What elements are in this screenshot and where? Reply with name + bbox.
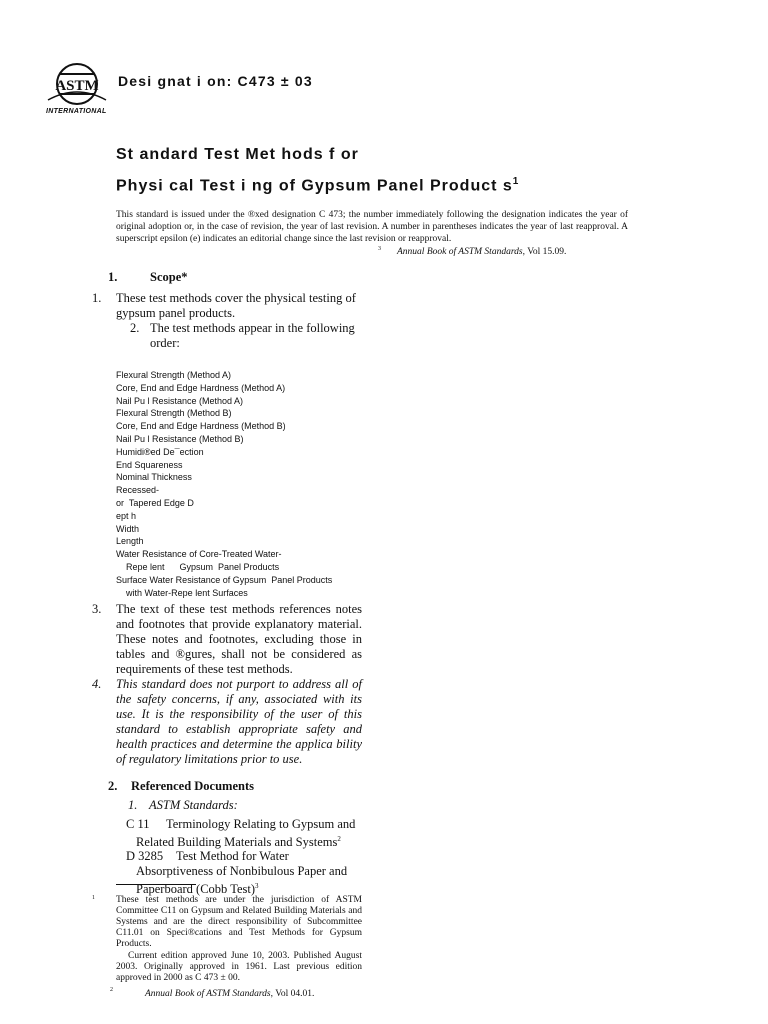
footnote-divider bbox=[116, 884, 196, 885]
method-item: Flexural Strength (Method A) bbox=[116, 370, 232, 380]
methods-list bbox=[116, 369, 332, 599]
method-item: with Water-Repe lent Surfaces bbox=[116, 587, 248, 598]
method-item: Humidi®ed De¯ection bbox=[116, 446, 204, 457]
scope-item-4 bbox=[92, 677, 362, 767]
title-line-2-text: Physi cal Test i ng of Gypsum Panel Product s bbox=[116, 177, 513, 195]
ref-text: Terminology Relating to Gypsum and bbox=[166, 817, 356, 831]
method-item: ept h bbox=[116, 510, 137, 521]
ref-text-3: Paperboard (Cobb Test) bbox=[136, 882, 256, 897]
method-item: Recessed- bbox=[116, 485, 160, 496]
footnote-2 bbox=[145, 989, 314, 1000]
item-number: 3. bbox=[92, 602, 102, 616]
footnote-2-source: Annual Book of ASTM Standards bbox=[145, 989, 271, 999]
ref-code: D 3285 bbox=[126, 849, 164, 863]
method-item: Nominal Thickness bbox=[116, 472, 192, 483]
footnote-source: Annual Book of ASTM Standards bbox=[397, 247, 523, 258]
scope-number: 1. bbox=[108, 270, 118, 284]
refs-heading bbox=[108, 779, 254, 794]
method-item: Nail Pu l Resistance (Method A) bbox=[116, 395, 244, 406]
scope-heading bbox=[108, 270, 188, 285]
footnote-1-number: 1 bbox=[92, 895, 95, 901]
footnote-1: These test methods are under the jurisdiction of ASTM Committee C11 on Gypsum and Related Building Materials and Systems and are the direct responsibility of Subcommittee C11.01 on Speci®cations and Test Methods for Gypsum Products. bbox=[116, 895, 362, 949]
method-item: Repe lent Gypsum Panel Products bbox=[116, 561, 280, 572]
astm-logo bbox=[44, 60, 110, 118]
refs-number: 2. bbox=[108, 779, 118, 793]
item-text: These test methods cover the physical testing of gypsum panel products. bbox=[116, 291, 356, 320]
scope-item-3 bbox=[92, 602, 362, 677]
footnote-rest: , Vol 15.09. bbox=[522, 247, 567, 258]
scope-item-1 bbox=[92, 291, 362, 321]
title-superscript: 1 bbox=[512, 176, 520, 187]
footnote-2-number: 2 bbox=[110, 987, 113, 993]
designation: Desi gnat i on: C473 ± 03 bbox=[118, 73, 313, 89]
logo-caption: INTERNATIONAL bbox=[46, 108, 107, 115]
method-item: or Tapered Edge D bbox=[116, 497, 194, 508]
ref-code: C 11 bbox=[126, 817, 150, 831]
method-item: Nail Pu l Resistance (Method B) bbox=[116, 433, 244, 444]
ref-sup: 3 bbox=[255, 882, 259, 890]
method-item: Water Resistance of Core-Treated Water- bbox=[116, 549, 282, 560]
svg-text:ASTM: ASTM bbox=[55, 78, 99, 94]
method-item: End Squareness bbox=[116, 459, 183, 470]
ref-c11 bbox=[126, 817, 355, 850]
footnote-3-top bbox=[378, 246, 566, 257]
method-item: Flexural Strength (Method B) bbox=[116, 408, 232, 419]
ref-text-2: Absorptiveness of Nonbibulous Paper and bbox=[136, 864, 348, 878]
method-item: Surface Water Resistance of Gypsum Panel Products bbox=[116, 574, 333, 585]
method-item: Core, End and Edge Hardness (Method B) bbox=[116, 421, 286, 432]
item-text: This standard does not purport to address all of the safety concerns, if any, associated with its use. It is the responsibility of the user of this standard to establish appropriate safety and health practices and determine the applica bility of regulatory limitations prior to use. bbox=[116, 677, 362, 766]
scope-item-2 bbox=[130, 321, 362, 351]
footnote-1b: Current edition approved June 10, 2003. Published August 2003. Originally approved in 1961. Last previous edition approved in 2000 as C 473 ± 00. bbox=[116, 951, 362, 983]
ref-d3285 bbox=[126, 849, 347, 897]
method-item: Width bbox=[116, 523, 140, 534]
ref-text: Test Method for Water bbox=[176, 849, 289, 863]
scope-title: Scope* bbox=[150, 270, 188, 284]
ref-sup: 2 bbox=[337, 835, 341, 843]
ref-text-2: Related Building Materials and Systems bbox=[136, 835, 338, 850]
refs-title: Referenced Documents bbox=[131, 779, 254, 793]
method-item: Length bbox=[116, 536, 144, 547]
item-text: The test methods appear in the following order: bbox=[150, 321, 355, 350]
item-number: 4. bbox=[92, 677, 102, 691]
astm-standards-heading bbox=[128, 798, 238, 813]
title-line-1: St andard Test Met hods f or bbox=[116, 146, 359, 163]
title-line-2 bbox=[116, 176, 519, 195]
method-item: Core, End and Edge Hardness (Method A) bbox=[116, 382, 286, 393]
standard-notice: This standard is issued under the ®xed designation C 473; the number immediately following the designation indicates the year of original adoption or, in the case of revision, the year of last revision. A number in parentheses indicates the year of last reapproval. A superscript epsilon (e) indicates an editorial change since the last revision or reapproval. bbox=[116, 210, 628, 244]
footnote-2-rest: , Vol 04.01. bbox=[270, 989, 315, 999]
item-number: 2. bbox=[130, 321, 140, 335]
sub-title: ASTM Standards: bbox=[149, 798, 238, 812]
sub-number: 1. bbox=[128, 798, 138, 812]
item-text: The text of these test methods references notes and footnotes that provide explanatory material. These notes and footnotes, excluding those in tables and ®gures, shall not be considered as requirements of these test methods. bbox=[116, 602, 362, 676]
footnote-number: 3 bbox=[378, 246, 381, 252]
item-number: 1. bbox=[92, 291, 102, 305]
